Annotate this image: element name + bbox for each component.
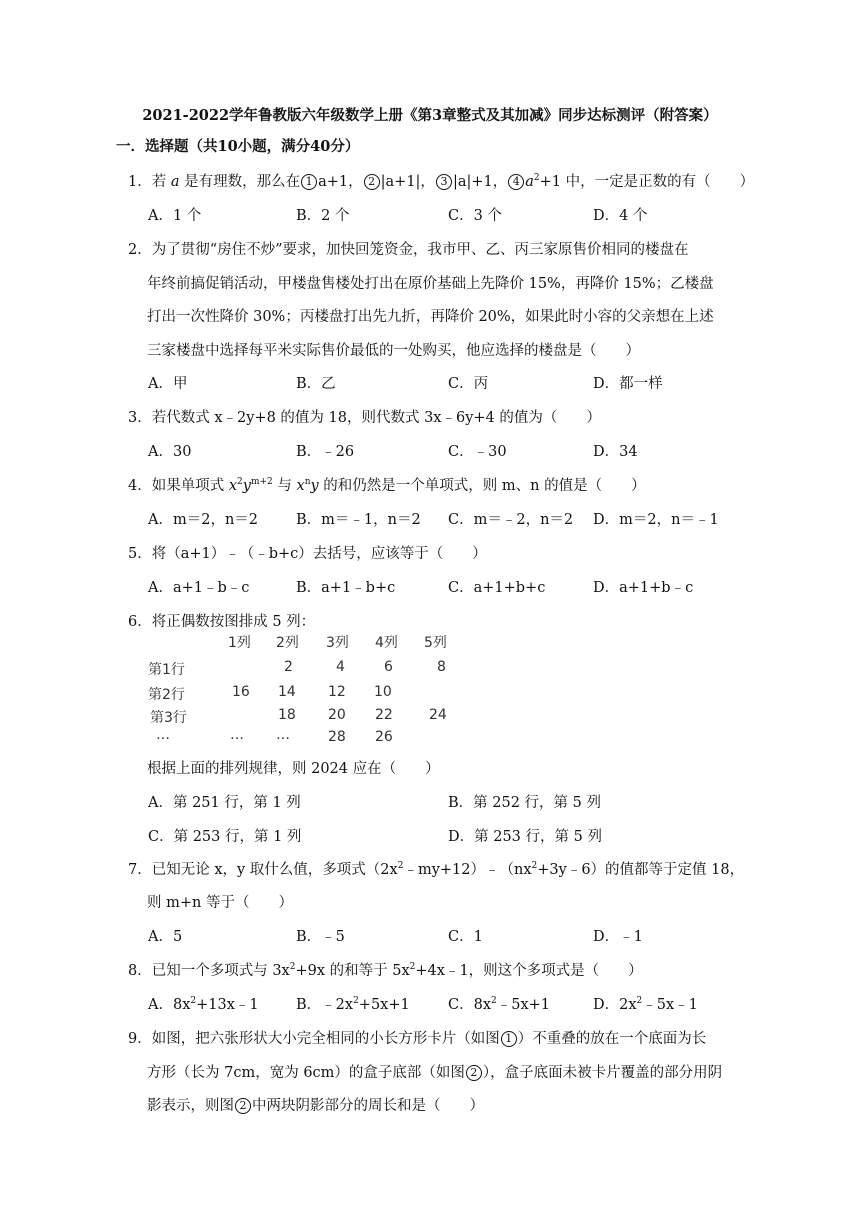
column-header: 2列 [276,635,299,651]
question-4: 4．如果单项式 $x^2y^{m+2}$ 与 $x^ny$ 的和仍然是一个单项式，则 m、n 的值是（ ） [128,477,646,494]
table-cell: 4 [336,659,345,675]
column-header: 4列 [375,635,398,651]
circled-number: 1 [501,1031,517,1047]
q5-option-b: B．a+1﹣b+c [296,580,396,596]
q7-option-c: C．1 [448,929,483,945]
q1-option-b: B．2 个 [296,208,350,224]
q2-option-c: C．丙 [448,376,489,392]
question-5: 5．将（a+1）﹣（﹣b+c）去括号，应该等于（ ） [128,546,487,562]
table-cell: … [230,727,244,743]
question-2-line-4: 三家楼盘中选择每平米实际售价最低的一处购买，他应选择的楼盘是（ ） [147,343,640,359]
table-cell: 26 [375,729,393,745]
q5-option-a: A．a+1﹣b﹣c [148,580,250,596]
q6-option-b: B．第 252 行，第 5 列 [448,795,601,811]
column-header: 3列 [326,635,349,651]
table-cell: 12 [328,684,346,700]
q1-option-a: A．1 个 [148,208,202,224]
q6-option-a: A．第 251 行，第 1 列 [148,795,301,811]
question-2-line-1: 2．为了贯彻“房住不炒”要求，加快回笼资金，我市甲、乙、丙三家原售价相同的楼盘在 [128,242,689,258]
q5-option-d: D．a+1+b﹣c [593,580,694,596]
even-number-table [146,632,466,747]
q6-option-d: D．第 253 行，第 5 列 [448,829,602,845]
question-2-line-2: 年终前搞促销活动，甲楼盘售楼处打出在原价基础上先降价 15%，再降价 15%；乙楼盘 [147,276,714,292]
circled-number: 4 [508,174,524,190]
table-cell: 6 [384,659,393,675]
question-9-line-3: 影表示，则图 2 中两块阴影部分的周长和是（ ） [147,1098,484,1114]
section-heading: 一．选择题（共10小题，满分40分） [116,138,360,155]
table-cell: … [276,727,290,743]
q5-option-c: C．a+1+b+c [448,580,546,596]
row-label: 第1行 [148,662,185,678]
q2-option-b: B．乙 [296,376,336,392]
circled-number: 3 [436,174,452,190]
q3-option-c: C．﹣30 [448,444,507,460]
q3-option-b: B．﹣26 [296,444,355,460]
question-7-line-2: 则 m+n 等于（ ） [147,895,293,911]
q8-option-b: B．$﹣2x^2+5x+1$ [296,996,410,1013]
question-3: 3．若代数式 x﹣2y+8 的值为 18，则代数式 3x﹣6y+4 的值为（ ） [128,410,601,426]
table-cell: 8 [437,659,446,675]
q8-option-d: D．$2x^2﹣5x﹣1$ [593,996,698,1013]
row-label: … [156,727,170,743]
row-label: 第3行 [150,710,187,726]
column-header: 1列 [228,635,251,651]
q4-option-d: D．m＝2，n＝﹣1 [593,512,719,528]
question-2-line-3: 打出一次性降价 30%；丙楼盘打出先九折，再降价 20%，如果此时小容的父亲想在上述 [147,309,714,325]
q3-option-d: D．34 [593,444,638,460]
q1-option-c: C．3 个 [448,208,502,224]
table-cell: 22 [375,707,393,723]
table-cell: 24 [429,707,447,723]
q7-option-d: D．﹣1 [593,929,643,945]
question-9-line-2: 方形（长为 7cm，宽为 6cm）的盒子底部（如图 2 ），盒子底面未被卡片覆盖的部分用阴 [147,1065,723,1081]
table-cell: 14 [278,684,296,700]
q7-option-b: B．﹣5 [296,929,345,945]
q6-option-c: C．第 253 行，第 1 列 [148,829,302,845]
q7-option-a: A．5 [148,929,183,945]
q3-option-a: A．30 [148,444,192,460]
table-cell: 10 [374,684,392,700]
question-1: 1．若 a 是有理数，那么在 1 a+1， 2 |a+1|， 3 |a|+1， 4 $a^2+1$ 中，一定是正数的有（ ） [128,173,755,190]
question-8: 8．已知一个多项式与 $3x^2+9x$ 的和等于 $5x^2+4x﹣1$，则这个多项式是（ ） [128,962,643,979]
table-cell: 18 [278,707,296,723]
circled-number: 2 [235,1098,251,1114]
q8-option-c: C．$8x^2﹣5x+1$ [448,996,551,1013]
q4-option-a: A．m＝2，n＝2 [148,512,259,528]
question-6: 6．将正偶数按图排成 5 列： [128,614,316,630]
row-label: 第2行 [148,687,185,703]
question-6-prompt: 根据上面的排列规律，则 2024 应在（ ） [147,761,440,777]
table-cell: 16 [232,684,250,700]
circled-number: 2 [364,174,380,190]
circled-number: 1 [301,174,317,190]
q8-option-a: A．$8x^2+13x﹣1$ [148,996,259,1013]
document-title: 2021-2022学年鲁教版六年级数学上册《第3章整式及其加减》同步达标测评（附答案） [142,107,718,124]
table-cell: 20 [328,707,346,723]
q1-option-d: D．4 个 [593,208,648,224]
table-cell: 28 [328,729,346,745]
q2-option-a: A．甲 [148,376,188,392]
question-9-line-1: 9．如图，把六张形状大小完全相同的小长方形卡片（如图 1 ）不重叠的放在一个底面为长 [128,1031,707,1047]
circled-number: 2 [466,1065,482,1081]
q4-option-c: C．m＝﹣2，n＝2 [448,512,574,528]
q4-option-b: B．m＝﹣1，n＝2 [296,512,421,528]
question-7-line-1: 7．已知无论 x，y 取什么值，多项式$(2x^2﹣my+12)﹣(nx^2+3y﹣6)$的值都等于定值 18， [128,861,745,878]
q2-option-d: D．都一样 [593,376,663,392]
table-cell: 2 [284,659,293,675]
column-header: 5列 [424,635,447,651]
